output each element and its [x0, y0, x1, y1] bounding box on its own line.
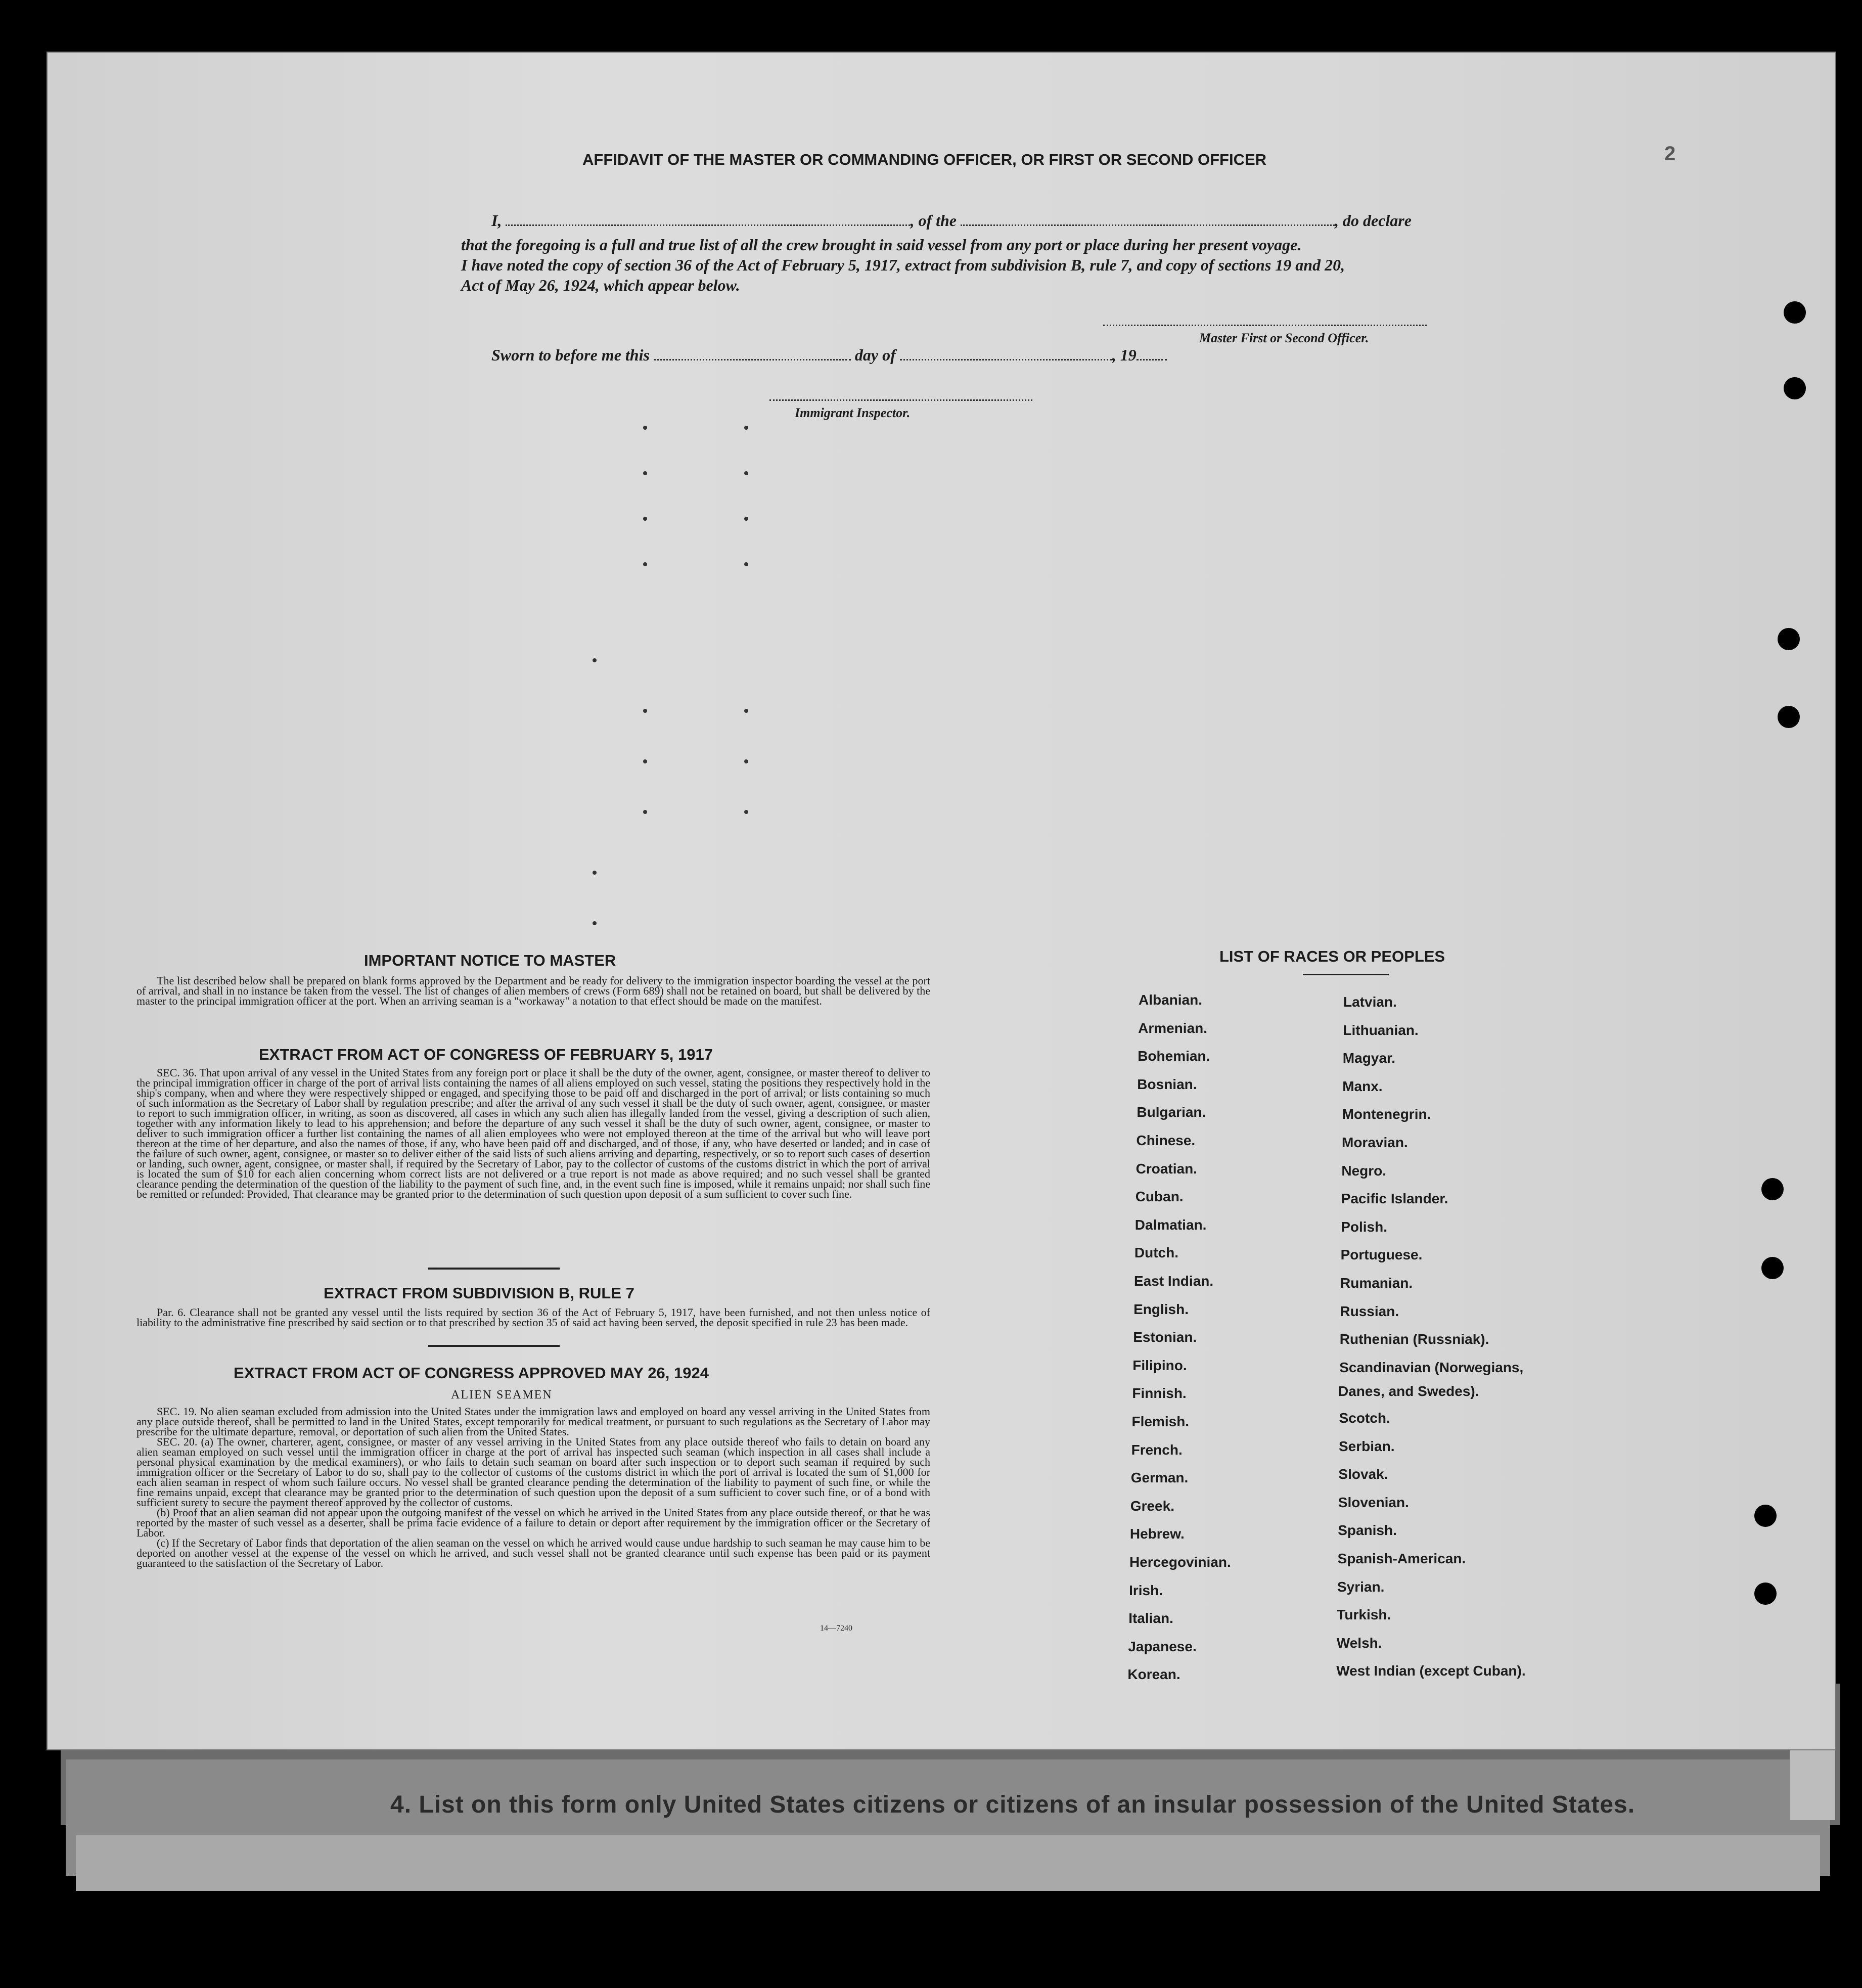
race-item: English. [1133, 1301, 1189, 1317]
document-sheet [47, 52, 1836, 1818]
master-signature-label: Master First or Second Officer. [1199, 331, 1369, 345]
race-item: Filipino. [1132, 1357, 1187, 1373]
race-item: Negro. [1341, 1162, 1387, 1179]
bleed-mark [744, 471, 748, 475]
bleed-mark [593, 658, 597, 662]
race-item: Armenian. [1138, 1020, 1208, 1036]
race-item: West Indian (except Cuban). [1336, 1663, 1526, 1679]
binder-hole [1754, 1505, 1777, 1527]
underlying-form-instruction: 4. List on this form only United States citizens or citizens of an insular possession of the United States. [390, 1791, 1636, 1818]
race-item: Lithuanian. [1343, 1022, 1419, 1038]
race-item: Chinese. [1136, 1133, 1196, 1148]
race-item: Flemish. [1131, 1414, 1190, 1429]
race-item: French. [1131, 1441, 1183, 1458]
binder-hole [1754, 1583, 1777, 1605]
race-item: Latvian. [1343, 994, 1397, 1010]
bleed-mark [643, 517, 647, 521]
race-item: Spanish. [1338, 1522, 1397, 1539]
race-item: Spanish-American. [1337, 1551, 1466, 1566]
binder-hole [1784, 377, 1806, 399]
inspector-signature-label: Immigrant Inspector. [795, 405, 911, 420]
bleed-mark [744, 426, 748, 430]
extract-1917-body: SEC. 36. That upon arrival of any vessel in the United States from any foreign port or place it shall be the duty of the owner, agent, consignee, or master thereof to deliver to the principal immigration officer in charge of the port of arrival lists containing the names of all aliens employed on such vessel, stating the positions they respectively hold in the ship's company, when and where they were respectively shipped or engaged, and specifying those to be paid off and discharged in the port of arrival; or lists containing so much of such information as the Secretary of Labor shall by regulation prescribe; and after the arrival of any such vessel it shall be the duty of such owner, agent, consignee, or master to report to such immigration officer, in writing, as soon as discovered, all cases in which any such alien has illegally landed from the vessel, giving a description of such alien, together with any information likely to lead to his apprehension; and before the departure of any such vessel it shall be the duty of such owner, agent, consignee, or master to deliver to such immigration officer a further list containing the names of all alien employees who were not employed thereon at the time of the arrival but who will leave port thereon at the time of her departure, and also the names of those, if any, who have been paid off and discharged, and of those, if any, who have deserted or landed; and in case of the failure of such owner, agent, consignee, or master so to deliver either of the said lists of such aliens arriving and departing, respectively, or so to report such cases of desertion or landing, such owner, agent, consignee, or master shall, if required by the Secretary of Labor, pay to the collector of customs of the customs district in which the port of arrival is located the sum of $10 for each alien concerning whom correct lists are not delivered or a true report is not made as above required; and no such vessel shall be granted clearance pending the determination of the question of the liability to the payment of such fine, and, in the event such fine is imposed, while it remains unpaid; nor shall such fine be remitted or refunded: Provided, That clearance may be granted prior to the determination of such question upon deposit of a sum sufficient to cover such fine. [137, 1066, 930, 1200]
divider [1303, 974, 1389, 975]
race-item: Russian. [1340, 1303, 1399, 1319]
binder-hole [1778, 706, 1800, 728]
race-item: Irish. [1129, 1582, 1163, 1598]
extract-1924-title: EXTRACT FROM ACT OF CONGRESS APPROVED MAY 26, 1924 [234, 1364, 709, 1382]
race-item: Serbian. [1339, 1438, 1395, 1454]
race-item: Finnish. [1132, 1385, 1187, 1402]
bleed-mark [744, 562, 748, 566]
race-item: Magyar. [1342, 1050, 1396, 1066]
race-item: Hercegovinian. [1129, 1554, 1231, 1570]
binder-hole [1761, 1257, 1784, 1279]
extract-1924-subtitle: ALIEN SEAMEN [451, 1388, 553, 1402]
races-title: LIST OF RACES OR PEOPLES [1219, 947, 1445, 965]
affidavit-line-2: I have noted the copy of section 36 of the Act of February 5, 1917, extract from subdivision B, rule 7, and copy of sections 19 and 20, [461, 256, 1345, 274]
vessel-blank[interactable] [961, 209, 1335, 226]
notice-title: IMPORTANT NOTICE TO MASTER [364, 952, 616, 969]
affidavit-line-3: Act of May 26, 1924, which appear below. [461, 276, 740, 294]
month-blank[interactable] [900, 344, 1112, 360]
race-item: Pacific Islander. [1341, 1191, 1448, 1207]
name-blank[interactable] [506, 209, 910, 226]
bleed-mark [643, 562, 647, 566]
inspector-signature-line[interactable] [769, 399, 1032, 401]
race-item: Slovak. [1338, 1466, 1388, 1482]
race-item: Hebrew. [1129, 1526, 1185, 1542]
master-signature-line[interactable] [1103, 325, 1427, 326]
race-item: Danes, and Swedes). [1338, 1383, 1479, 1399]
race-item: Japanese. [1128, 1638, 1197, 1654]
sec-20c: (c) If the Secretary of Labor finds that deportation of the alien seaman on the vessel on which he arrived would cause undue hardship to such seaman he may cause him to be deported on another vessel at the expense of the vessel on which he arrived, and such vessel shall not be granted clearance until such expense has been paid or its payment guaranteed to the satisfaction of the Secretary of Labor. [137, 1537, 930, 1569]
race-item: East Indian. [1134, 1273, 1214, 1289]
notice-body: The list described below shall be prepared on blank forms approved by the Department and be ready for delivery to the immigration inspector boarding the vessel at the port of arrival, and shall in no instance be taken from the vessel. The list of changes of alien members of crews (Form 689) shall not be retained on board, but shall be delivered by the master to the principal immigration officer at the port. When an arriving seaman is a "workaway" a notation to that effect should be made on the manifest. [137, 974, 930, 1007]
bleed-mark [593, 871, 597, 875]
race-item: Scandinavian (Norwegians, [1339, 1359, 1524, 1375]
race-item: Polish. [1341, 1218, 1387, 1235]
subdivision-b-title: EXTRACT FROM SUBDIVISION B, RULE 7 [324, 1284, 634, 1302]
bleed-mark [744, 759, 748, 763]
bleed-mark [643, 471, 647, 475]
bleed-mark [744, 709, 748, 713]
race-item: Bohemian. [1138, 1048, 1210, 1064]
extract-1917-title: EXTRACT FROM ACT OF CONGRESS OF FEBRUARY 5, 1917 [259, 1046, 713, 1063]
sec-20a: SEC. 20. (a) The owner, charterer, agent, consignee, or master of any vessel arriving in the United States from any place outside thereof who fails to detain on board any alien seaman employed on such vessel until the immigration officer in charge at the port of arrival has inspected such seaman (which inspection in all cases shall include a personal physical examination by the medical examiners), or who fails to detain such seaman on board after such inspection or to deport such seaman if required by such immigration officer or the Secretary of Labor to do so, shall pay to the collector of customs of the customs district in which the port of arrival is located the sum of $1,000 for each alien seaman in respect of whom such failure occurs. No vessel shall be granted clearance pending the determination of the liability to payment of such fine, or while the fine remains unpaid, except that clearance may be granted prior to the determination of such question upon the deposit of a sum sufficient to cover such fine, or of a bond with sufficient surety to secure the payment thereof approved by the collector of customs. [137, 1435, 930, 1509]
bleed-mark [744, 810, 748, 814]
divider [428, 1268, 560, 1270]
sheet-number: 2 [1664, 143, 1676, 165]
bleed-mark [643, 759, 647, 763]
year-blank[interactable] [1137, 344, 1167, 360]
race-item: Slovenian. [1338, 1494, 1409, 1510]
divider [428, 1345, 560, 1347]
bleed-mark [593, 921, 597, 925]
race-item: Rumanian. [1340, 1275, 1413, 1291]
race-item: Syrian. [1337, 1578, 1385, 1595]
underlying-page-3 [76, 1835, 1820, 1891]
sec-20b: (b) Proof that an alien seaman did not appear upon the outgoing manifest of the vessel on which he arrived in the United States from any place outside thereof, or that he was reported by the master of such vessel as a deserter, shall be prima facie evidence of a failure to detain or deport after requirement by the immigration officer or the Secretary of Labor. [137, 1506, 930, 1539]
race-item: Estonian. [1133, 1329, 1197, 1345]
sec-19: SEC. 19. No alien seaman excluded from admission into the United States under the immigration laws and employed on board any vessel arriving in the United States from any place outside thereof, shall be permitted to land in the United States, except temporarily for medical treatment, or pursuant to such regulations as the Secretary of Labor may prescribe for the ultimate departure, removal, or deportation of such alien from the United States. [137, 1405, 930, 1438]
race-item: Bulgarian. [1137, 1104, 1206, 1120]
extract-1924-body [137, 1407, 930, 1568]
race-item: Bosnian. [1137, 1076, 1197, 1092]
affidavit-declaration-line: I, , of the , do declare [491, 209, 1412, 230]
day-blank[interactable] [654, 344, 851, 360]
race-item: Turkish. [1337, 1607, 1391, 1623]
race-item: Moravian. [1342, 1135, 1408, 1150]
race-item: Portuguese. [1340, 1247, 1423, 1263]
race-item: Manx. [1342, 1078, 1383, 1094]
subdivision-b-body: Par. 6. Clearance shall not be granted any vessel until the lists required by section 36 of the Act of February 5, 1917, have been furnished, and not then unless notice of liability to the administrative fine prescribed by said section or to that prescribed by section 35 of said act having been served, the deposit specified in rule 23 has been made. [137, 1306, 930, 1329]
affidavit-line-1: that the foregoing is a full and true list of all the crew brought in said vessel from any port or place during her present voyage. [461, 236, 1302, 254]
race-item: Dutch. [1134, 1245, 1178, 1261]
bleed-mark [744, 517, 748, 521]
race-item: Albanian. [1139, 992, 1203, 1008]
race-item: Greek. [1130, 1498, 1174, 1514]
race-item: Montenegrin. [1342, 1106, 1431, 1122]
form-code: 14—7240 [820, 1624, 852, 1633]
binder-hole [1784, 301, 1806, 324]
race-item: Welsh. [1336, 1635, 1382, 1651]
race-item: Korean. [1127, 1666, 1180, 1683]
bleed-mark [643, 426, 647, 430]
binder-hole [1778, 628, 1800, 650]
sworn-line: Sworn to before me this day of , 19 [491, 344, 1167, 365]
race-item: Dalmatian. [1134, 1216, 1207, 1233]
race-item: Italian. [1128, 1610, 1173, 1626]
race-item: Scotch. [1339, 1410, 1390, 1426]
race-item: Cuban. [1135, 1189, 1184, 1205]
binder-hole [1761, 1178, 1784, 1200]
race-item: Ruthenian (Russniak). [1339, 1331, 1489, 1347]
bleed-mark [643, 709, 647, 713]
affidavit-title: AFFIDAVIT OF THE MASTER OR COMMANDING OFFICER, OR FIRST OR SECOND OFFICER [582, 151, 1267, 168]
race-item: Croatian. [1136, 1160, 1197, 1177]
bleed-mark [643, 810, 647, 814]
race-item: German. [1130, 1470, 1189, 1486]
